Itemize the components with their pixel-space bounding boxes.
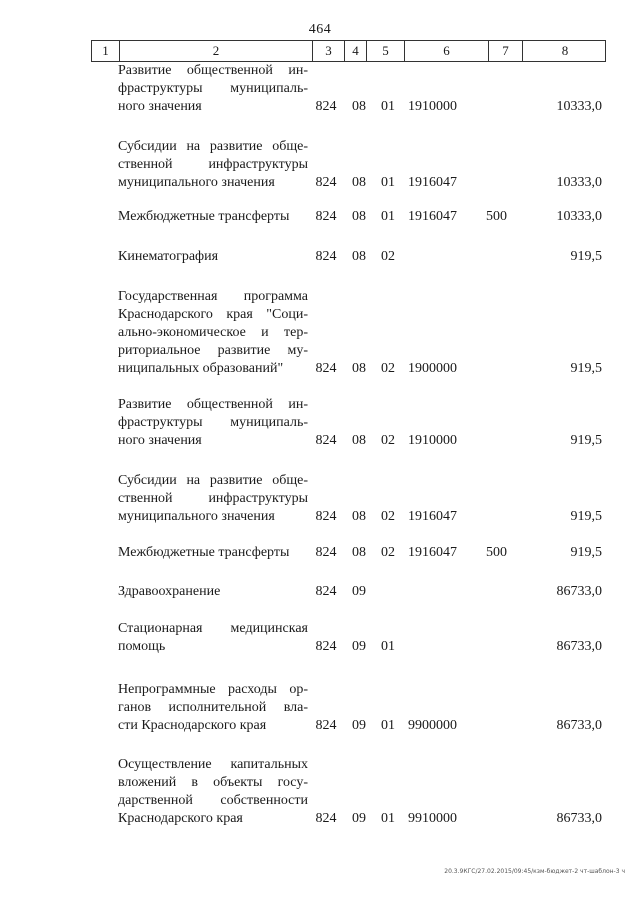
cell-col-8: 86733,0 xyxy=(556,639,602,654)
row-name-line: ного значения xyxy=(118,433,202,448)
cell-col-3: 824 xyxy=(315,209,337,224)
row-name-line: ганов исполнительной вла- xyxy=(118,700,308,715)
cell-col-6: 9900000 xyxy=(408,718,457,733)
cell-col-4: 08 xyxy=(352,249,366,264)
row-name-line: помощь xyxy=(118,639,166,654)
table-header-row xyxy=(91,40,606,62)
row-name-line: Субсидии на развитие обще- xyxy=(118,473,308,488)
cell-col-3: 824 xyxy=(315,639,337,654)
cell-col-3: 824 xyxy=(315,718,337,733)
row-name-line: ственной инфраструктуры xyxy=(118,491,308,506)
cell-col-4: 08 xyxy=(352,545,366,560)
row-name-line: Межбюджетные трансферты xyxy=(118,545,290,560)
row-name-line: фраструктуры муниципаль- xyxy=(118,81,308,96)
cell-col-4: 08 xyxy=(352,361,366,376)
row-name-line: муниципального значения xyxy=(118,509,275,524)
cell-col-5: 02 xyxy=(381,433,395,448)
row-name-line: Стационарная медицинская xyxy=(118,621,308,636)
cell-col-5: 02 xyxy=(381,509,395,524)
cell-col-3: 824 xyxy=(315,175,337,190)
cell-col-6: 9910000 xyxy=(408,811,457,826)
cell-col-8: 919,5 xyxy=(570,249,602,264)
header-col-7: 7 xyxy=(488,41,522,61)
row-name xyxy=(118,208,308,226)
cell-col-4: 08 xyxy=(352,433,366,448)
cell-col-5: 01 xyxy=(381,811,395,826)
cell-col-6: 1916047 xyxy=(408,209,457,224)
row-name-line: Осуществление капитальных xyxy=(118,757,308,772)
header-col-3: 3 xyxy=(312,41,344,61)
cell-col-3: 824 xyxy=(315,361,337,376)
cell-col-4: 09 xyxy=(352,584,366,599)
row-name xyxy=(118,396,308,450)
cell-col-4: 09 xyxy=(352,639,366,654)
cell-col-5: 01 xyxy=(381,639,395,654)
cell-col-5: 02 xyxy=(381,361,395,376)
row-name-line: Государственная программа xyxy=(118,289,308,304)
cell-col-8: 919,5 xyxy=(570,545,602,560)
cell-col-4: 09 xyxy=(352,811,366,826)
cell-col-4: 08 xyxy=(352,209,366,224)
cell-col-6: 1916047 xyxy=(408,509,457,524)
cell-col-3: 824 xyxy=(315,99,337,114)
page-number: 464 xyxy=(308,22,332,37)
header-col-1: 1 xyxy=(102,43,109,58)
row-name xyxy=(118,62,308,116)
row-name xyxy=(118,288,308,378)
cell-col-3: 824 xyxy=(315,433,337,448)
row-name-line: Межбюджетные трансферты xyxy=(118,209,290,224)
cell-col-8: 10333,0 xyxy=(556,209,602,224)
cell-col-3: 824 xyxy=(315,545,337,560)
cell-col-3: 824 xyxy=(315,584,337,599)
header-col-6: 6 xyxy=(404,41,488,61)
cell-col-5: 02 xyxy=(381,545,395,560)
cell-col-3: 824 xyxy=(315,249,337,264)
row-name-line: ально-экономическое и тер- xyxy=(118,325,308,340)
header-col-2: 2 xyxy=(119,41,312,61)
row-name-line: Субсидии на развитие обще- xyxy=(118,139,308,154)
cell-col-3: 824 xyxy=(315,509,337,524)
cell-col-5: 01 xyxy=(381,175,395,190)
row-name-line: Развитие общественной ин- xyxy=(118,397,308,412)
header-col-4: 4 xyxy=(344,41,366,61)
cell-col-8: 10333,0 xyxy=(556,99,602,114)
cell-col-6: 1916047 xyxy=(408,545,457,560)
cell-col-6: 1916047 xyxy=(408,175,457,190)
cell-col-8: 86733,0 xyxy=(556,718,602,733)
cell-col-8: 86733,0 xyxy=(556,811,602,826)
cell-col-8: 919,5 xyxy=(570,509,602,524)
row-name-line: вложений в объекты госу- xyxy=(118,775,308,790)
row-name-line: Развитие общественной ин- xyxy=(118,63,308,78)
row-name-line: Краснодарского края "Соци- xyxy=(118,307,308,322)
cell-col-4: 08 xyxy=(352,175,366,190)
row-name xyxy=(118,681,308,735)
cell-col-7: 500 xyxy=(486,209,507,224)
cell-col-4: 08 xyxy=(352,509,366,524)
row-name-line: ственной инфраструктуры xyxy=(118,157,308,172)
row-name-line: риториальное развитие му- xyxy=(118,343,308,358)
cell-col-5: 01 xyxy=(381,209,395,224)
row-name-line: муниципального значения xyxy=(118,175,275,190)
footer-stamp: 20.3.9КГС/27.02.2015/09:45/кзм-бюджет-2 чт-шаблон-3 ч xyxy=(444,868,625,875)
row-name xyxy=(118,138,308,192)
cell-col-5: 01 xyxy=(381,718,395,733)
row-name-line: ниципальных образований" xyxy=(118,361,284,376)
cell-col-5: 01 xyxy=(381,99,395,114)
cell-col-8: 10333,0 xyxy=(556,175,602,190)
row-name xyxy=(118,472,308,526)
row-name-line: Здравоохранение xyxy=(118,584,221,599)
row-name xyxy=(118,620,308,656)
cell-col-4: 08 xyxy=(352,99,366,114)
cell-col-3: 824 xyxy=(315,811,337,826)
row-name xyxy=(118,756,308,828)
row-name xyxy=(118,583,308,601)
row-name-line: сти Краснодарского края xyxy=(118,718,267,733)
row-name-line: фраструктуры муниципаль- xyxy=(118,415,308,430)
cell-col-8: 919,5 xyxy=(570,433,602,448)
row-name-line: Непрограммные расходы ор- xyxy=(118,682,308,697)
row-name-line: Кинематография xyxy=(118,249,219,264)
cell-col-8: 86733,0 xyxy=(556,584,602,599)
cell-col-8: 919,5 xyxy=(570,361,602,376)
row-name-line: Краснодарского края xyxy=(118,811,243,826)
cell-col-4: 09 xyxy=(352,718,366,733)
cell-col-7: 500 xyxy=(486,545,507,560)
row-name xyxy=(118,544,308,562)
cell-col-6: 1910000 xyxy=(408,433,457,448)
header-col-8: 8 xyxy=(522,41,607,61)
row-name-line: ного значения xyxy=(118,99,202,114)
cell-col-6: 1910000 xyxy=(408,99,457,114)
row-name xyxy=(118,248,308,266)
cell-col-5: 02 xyxy=(381,249,395,264)
row-name-line: дарственной собственности xyxy=(118,793,308,808)
header-col-5: 5 xyxy=(366,41,404,61)
cell-col-6: 1900000 xyxy=(408,361,457,376)
